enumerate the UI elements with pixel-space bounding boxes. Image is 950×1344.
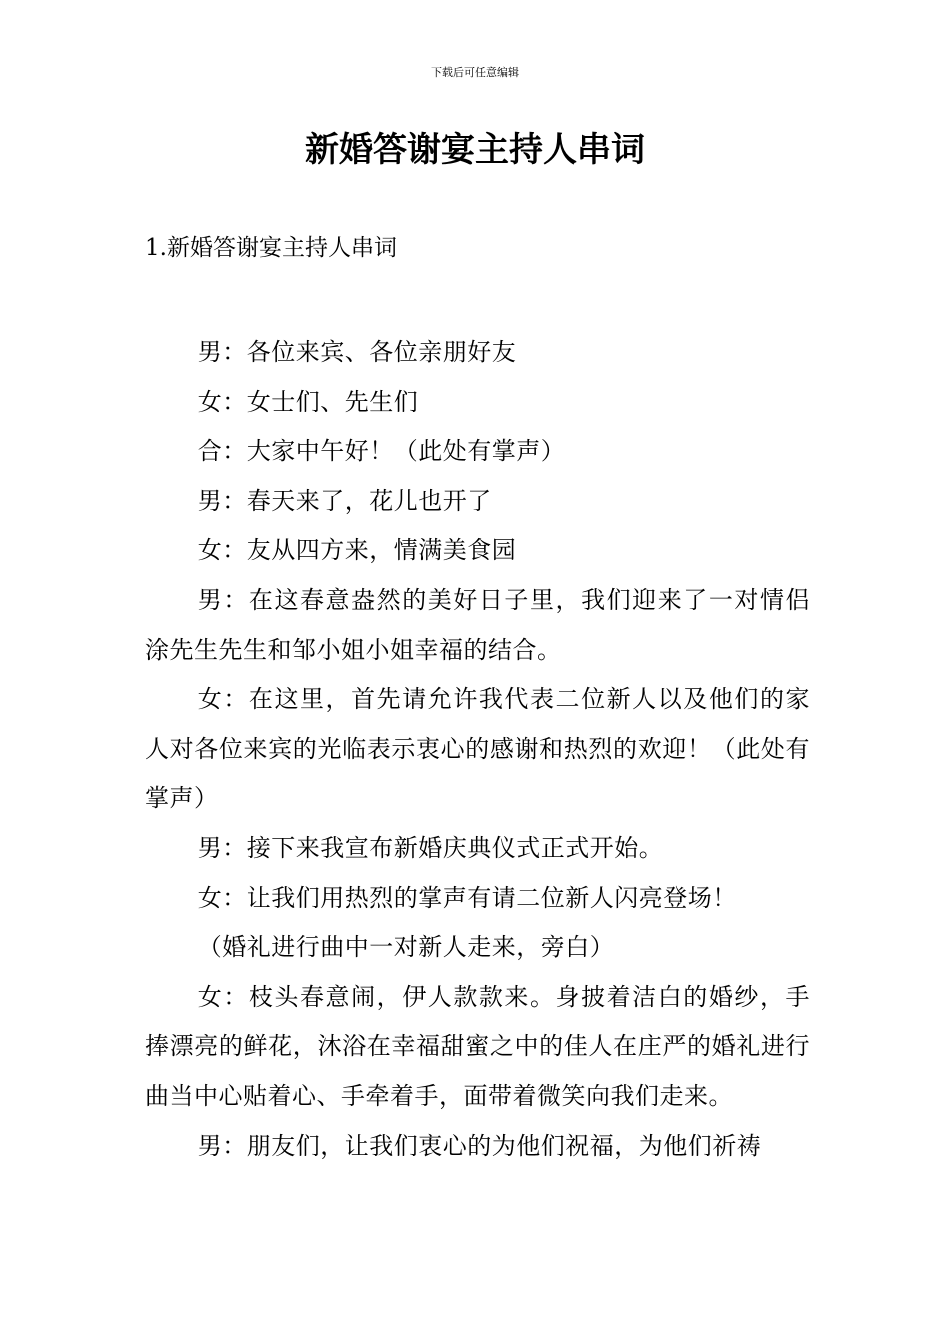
body-text [145, 328, 810, 1171]
paragraph: 男：朋友们，让我们衷心的为他们祝福，为他们祈祷 [197, 1131, 762, 1160]
paragraph: 男：春天来了，花儿也开了 [197, 486, 492, 515]
document-title: 新婚答谢宴主持人串词 [305, 130, 645, 170]
paragraph: 女：枝头春意闹，伊人款款来。身披着洁白的婚纱，手捧漂亮的鲜花，沐浴在幸福甜蜜之中的佳人在庄严的婚礼进行曲当中心贴着心、手牵着手，面带着微笑向我们走来。 [145, 982, 810, 1110]
header-note: 下载后可任意编辑 [431, 66, 519, 79]
paragraph: 男：各位来宾、各位亲朋好友 [197, 338, 517, 366]
paragraph: 合：大家中午好！（此处有掌声） [197, 437, 566, 466]
paragraph: 男：在这春意盎然的美好日子里，我们迎来了一对情侣涂先生先生和邹小姐小姐幸福的结合。 [145, 585, 810, 664]
paragraph: （婚礼进行曲中一对新人走来，旁白） [197, 933, 615, 962]
paragraph: 男：接下来我宣布新婚庆典仪式正式开始。 [197, 833, 664, 862]
paragraph: 女：友从四方来，情满美食园 [197, 536, 517, 565]
paragraph: 女：让我们用热烈的掌声有请二位新人闪亮登场！ [197, 883, 737, 912]
paragraph: 女：女士们、先生们 [197, 387, 419, 416]
paragraph: 女：在这里，首先请允许我代表二位新人以及他们的家人对各位来宾的光临表示衷心的感谢和热烈的欢迎！（此处有掌声） [145, 685, 810, 813]
section-heading: 1.新婚答谢宴主持人串词 [145, 235, 397, 261]
